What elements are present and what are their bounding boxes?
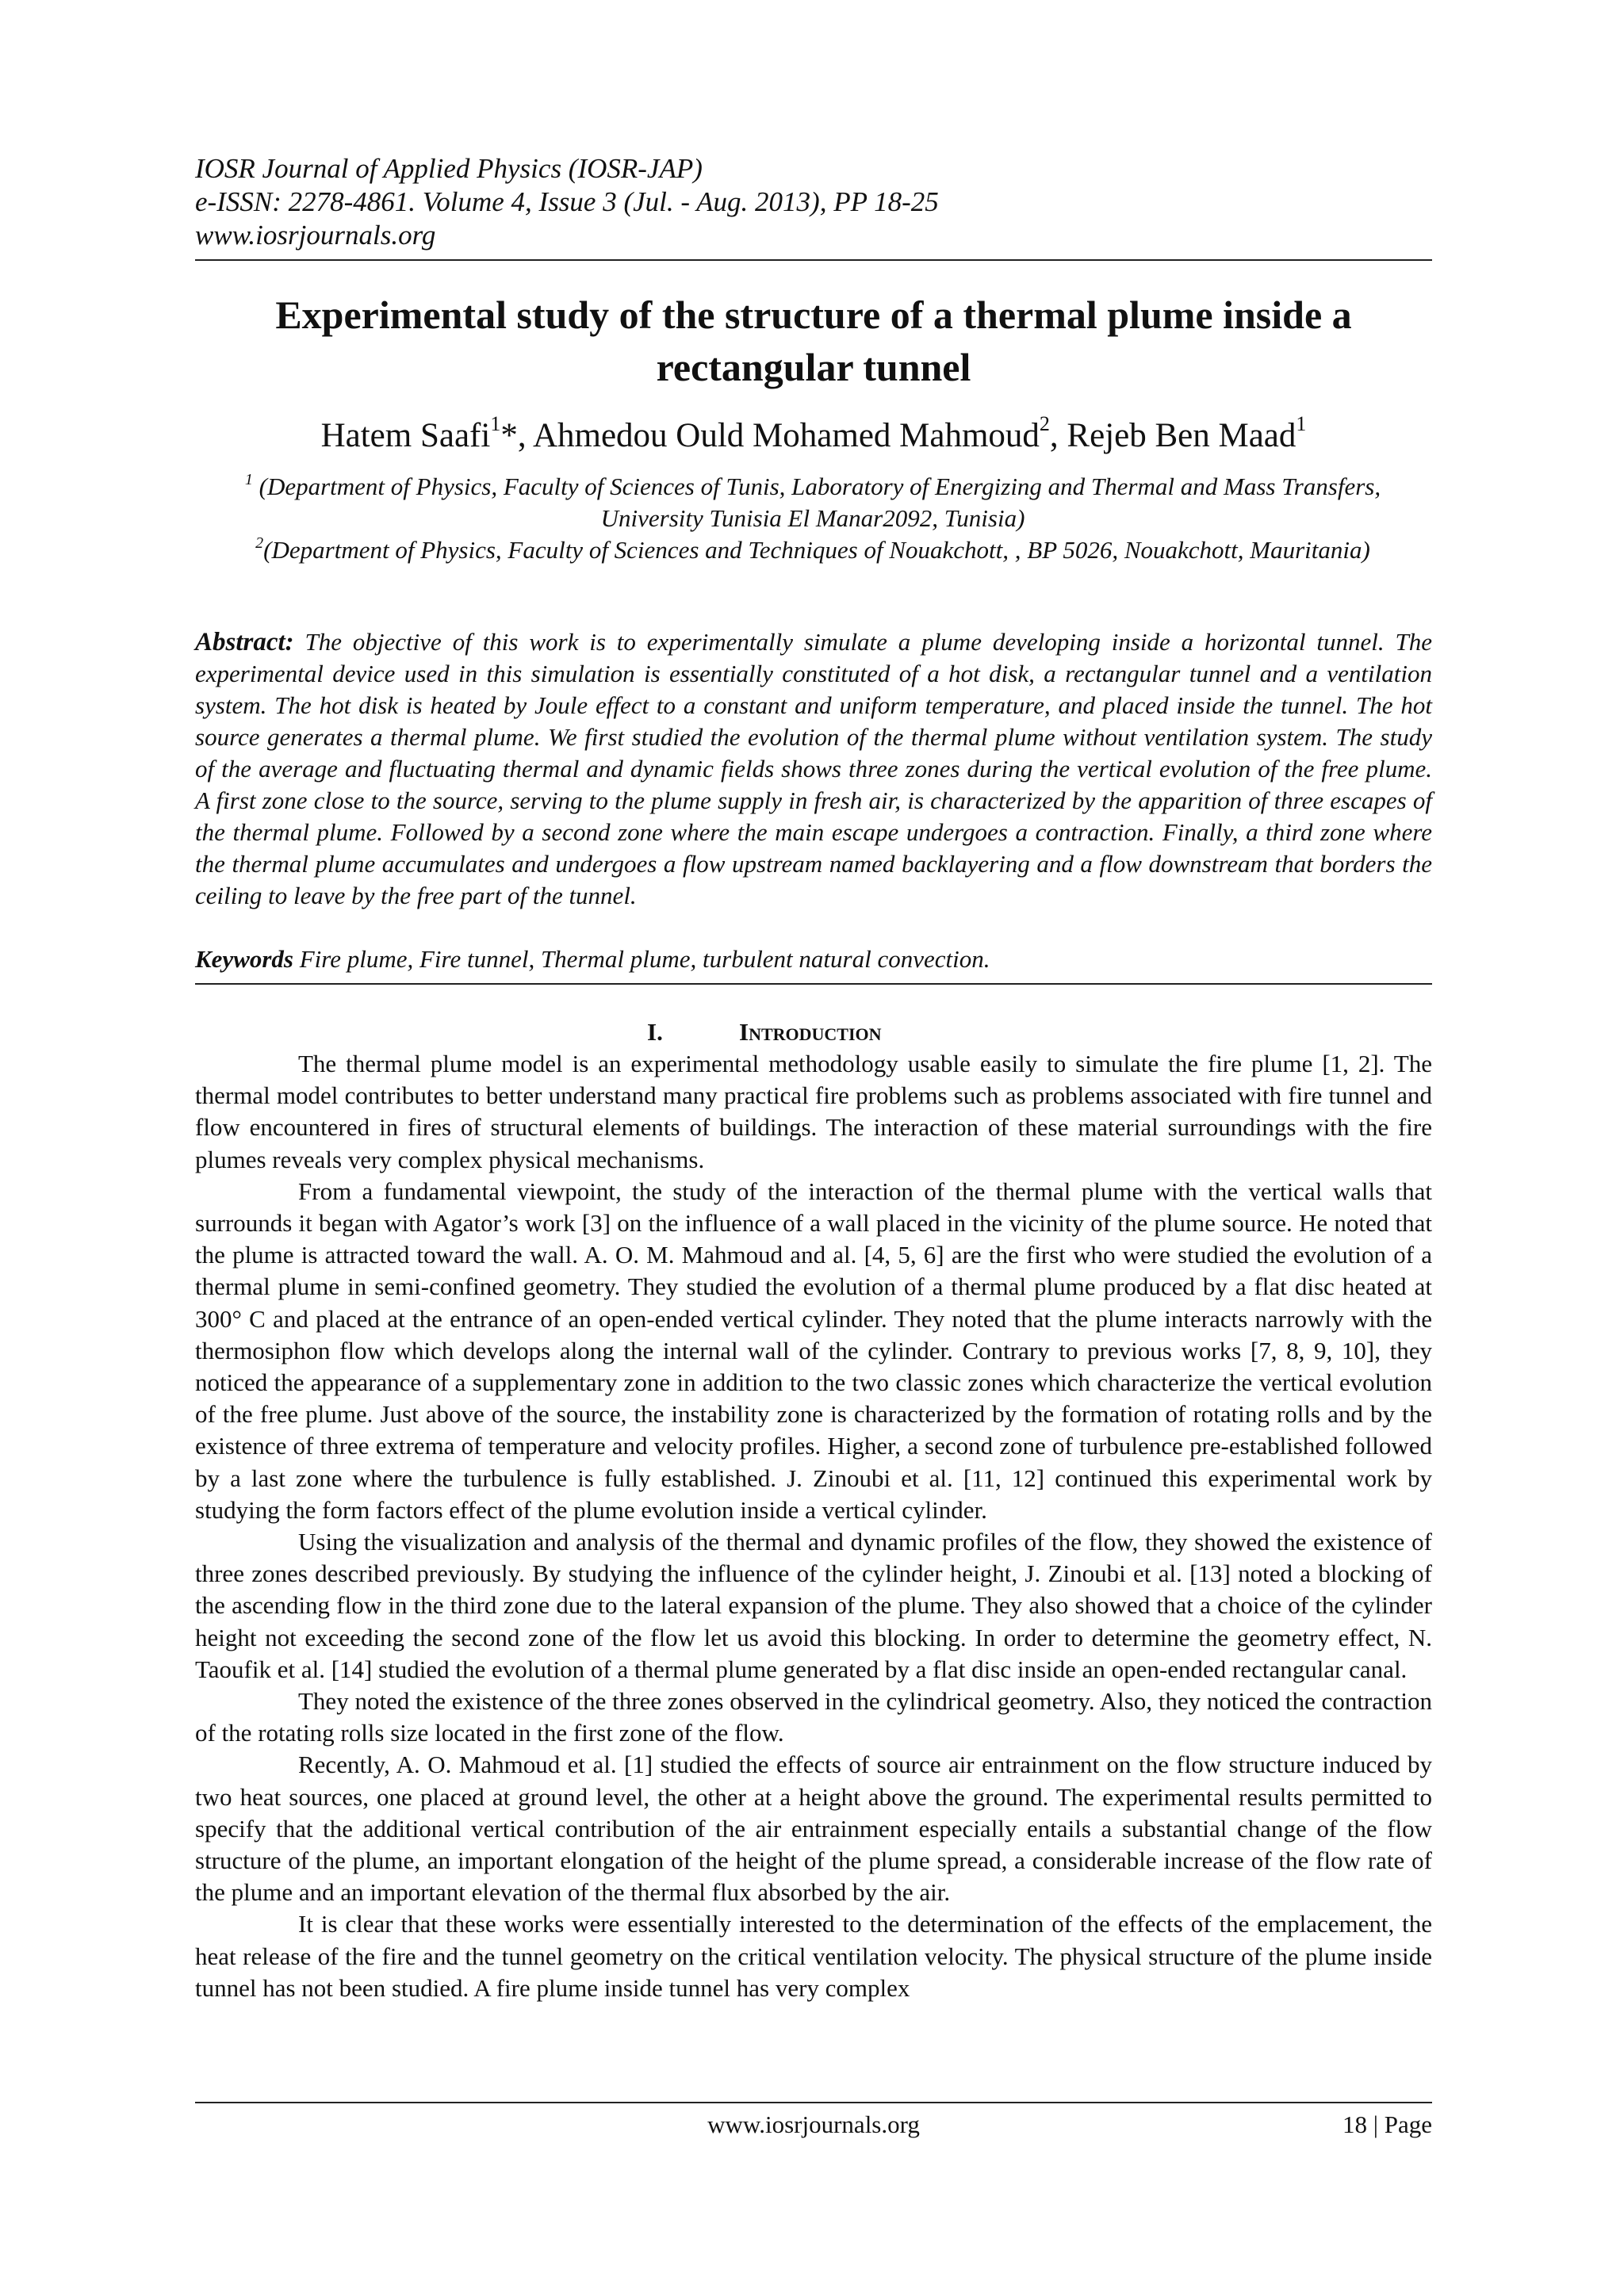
paragraph: The thermal plume model is an experimental methodology usable easily to simulate the fire plume [1, 2]. The thermal model contributes to better understand many practical fire problems such as problems associated with fire tunnel and flow encountered in fires of structural elements of buildings. The interaction of these material surroundings with the fire plumes reveals very complex physical mechanisms. xyxy=(195,1050,1432,1173)
header-rule xyxy=(195,259,1432,261)
keywords xyxy=(195,943,1432,975)
abstract-text: The objective of this work is to experimentally simulate a plume developing inside a horizontal tunnel. The experimental device used in this simulation is essentially constituted of a hot disk, a rectangular tunnel and a ventilation system. The hot disk is heated by Joule effect to a constant and uniform temperature, and placed inside the tunnel. The hot source generates a thermal plume. We first studied the evolution of the thermal plume without ventilation system. The study of the average and fluctuating thermal and dynamic fields shows three zones during the vertical evolution of the free plume. A first zone close to the source, serving to the plume supply in fresh air, is characterized by the apparition of three escapes of the thermal plume. Followed by a second zone where the main escape undergoes a contraction. Finally, a third zone where the thermal plume accumulates and undergoes a flow upstream named backlayering and a flow downstream that borders the ceiling to leave by the free part of the tunnel. xyxy=(195,628,1432,909)
affiliation-1 xyxy=(238,471,1388,534)
affiliation-text: (Department of Physics, Faculty of Sciences and Techniques of Nouakchott, , BP 5026, Nouakchott, Mauritania) xyxy=(263,536,1370,564)
paragraph: Using the visualization and analysis of the thermal and dynamic profiles of the flow, they showed the existence of three zones described previously. By studying the influence of the cylinder height, J. Zinoubi et al. [13] noted a blocking of the ascending flow in the third zone due to the lateral expansion of the plume. They also showed that a choice of the cylinder height not exceeding the second zone of the flow let us avoid this blocking. In order to determine the geometry effect, N. Taoufik et al. [14] studied the evolution of a thermal plume generated by a flat disc inside an open-ended rectangular canal. xyxy=(195,1528,1432,1683)
affiliation-mark: 2 xyxy=(255,534,264,552)
author-affiliation-mark: 1 xyxy=(490,412,501,435)
paper-title: Experimental study of the structure of a thermal plume inside a rectangular tunnel xyxy=(275,293,1352,389)
abstract-label: Abstract: xyxy=(195,628,294,656)
journal-header xyxy=(195,152,1432,252)
author-affiliation-mark: 2 xyxy=(1039,412,1050,435)
journal-site: www.iosrjournals.org xyxy=(195,220,436,251)
affiliation-mark: 1 xyxy=(244,471,253,488)
affiliation-2 xyxy=(238,534,1388,566)
paragraph: It is clear that these works were essentially interested to the determination of the effects of the emplacement, the heat release of the fire and the tunnel geometry on the critical ventilation velocity. The physical structure of the plume inside tunnel has not been studied. A fire plume inside tunnel has very complex xyxy=(195,1910,1432,2002)
paragraph: They noted the existence of the three zones observed in the cylindrical geometry. Also, they noticed the contraction of the rotating rolls size located in the first zone of the flow. xyxy=(195,1687,1432,1747)
author-name: Rejeb Ben Maad xyxy=(1067,417,1297,454)
footer-rule xyxy=(195,2102,1432,2103)
keywords-label: Keywords xyxy=(195,945,293,973)
abstract-rule xyxy=(195,983,1432,985)
section-number: I. xyxy=(647,1018,663,1046)
author-name: Ahmedou Ould Mohamed Mahmoud xyxy=(532,417,1040,454)
author-separator: , xyxy=(1049,417,1067,454)
journal-name: IOSR Journal of Applied Physics (IOSR-JAP) xyxy=(195,153,703,184)
paragraph: Recently, A. O. Mahmoud et al. [1] studied the effects of source air entrainment on the flow structure induced by two heat sources, one placed at ground level, the other at a height above the ground. The experimental results permitted to specify that the additional vertical contribution of the air entrainment especially entails a substantial change of the flow structure of the plume, an important elongation of the height of the plume spread, a considerable increase of the flow rate of the plume and an important elevation of the thermal flux absorbed by the air. xyxy=(195,1751,1432,1907)
body-text xyxy=(195,1048,1432,2004)
author-affiliation-mark: 1 xyxy=(1296,412,1307,435)
footer-url: www.iosrjournals.org xyxy=(707,2110,920,2138)
affiliation-text: (Department of Physics, Faculty of Sciences of Tunis, Laboratory of Energizing and Thermal and Mass Transfers, University Tunisia El Manar2092, Tunisia) xyxy=(252,473,1381,532)
paragraph: From a fundamental viewpoint, the study of the interaction of the thermal plume with the vertical walls that surrounds it began with Agator’s work [3] on the influence of a wall placed in the vicinity of the plume source. He noted that the plume is attracted toward the wall. A. O. M. Mahmoud and al. [4, 5, 6] are the first who were studied the evolution of a thermal plume in semi-confined geometry. They studied the evolution of a thermal plume produced by a flat disc heated at 300° C and placed at the entrance of an open-ended vertical cylinder. They noted that the plume interacts narrowly with the thermosiphon flow which develops along the internal wall of the cylinder. Contrary to previous works [7, 8, 9, 10], they noticed the appearance of a supplementary zone in addition to the two classic zones which characterize the vertical evolution of the free plume. Just above of the source, the instability zone is characterized by the formation of rotating rolls and by the existence of three extrema of temperature and velocity profiles. Higher, a second zone of turbulence pre-established followed by a last zone where the turbulence is fully established. J. Zinoubi et al. [11, 12] continued this experimental work by studying the form factors effect of the plume evolution inside a vertical cylinder. xyxy=(195,1177,1432,1524)
abstract xyxy=(195,626,1432,912)
journal-issn: e-ISSN: 2278-4861. Volume 4, Issue 3 (Jul. - Aug. 2013), PP 18-25 xyxy=(195,186,939,217)
author-separator: *, xyxy=(500,417,533,454)
keywords-text: Fire plume, Fire tunnel, Thermal plume, turbulent natural convection. xyxy=(293,945,990,973)
section-title: Introduction xyxy=(739,1018,882,1046)
author-name: Hatem Saafi xyxy=(320,417,491,454)
author-list xyxy=(195,412,1432,457)
footer-page-number: 18 | Page xyxy=(1342,2110,1432,2138)
